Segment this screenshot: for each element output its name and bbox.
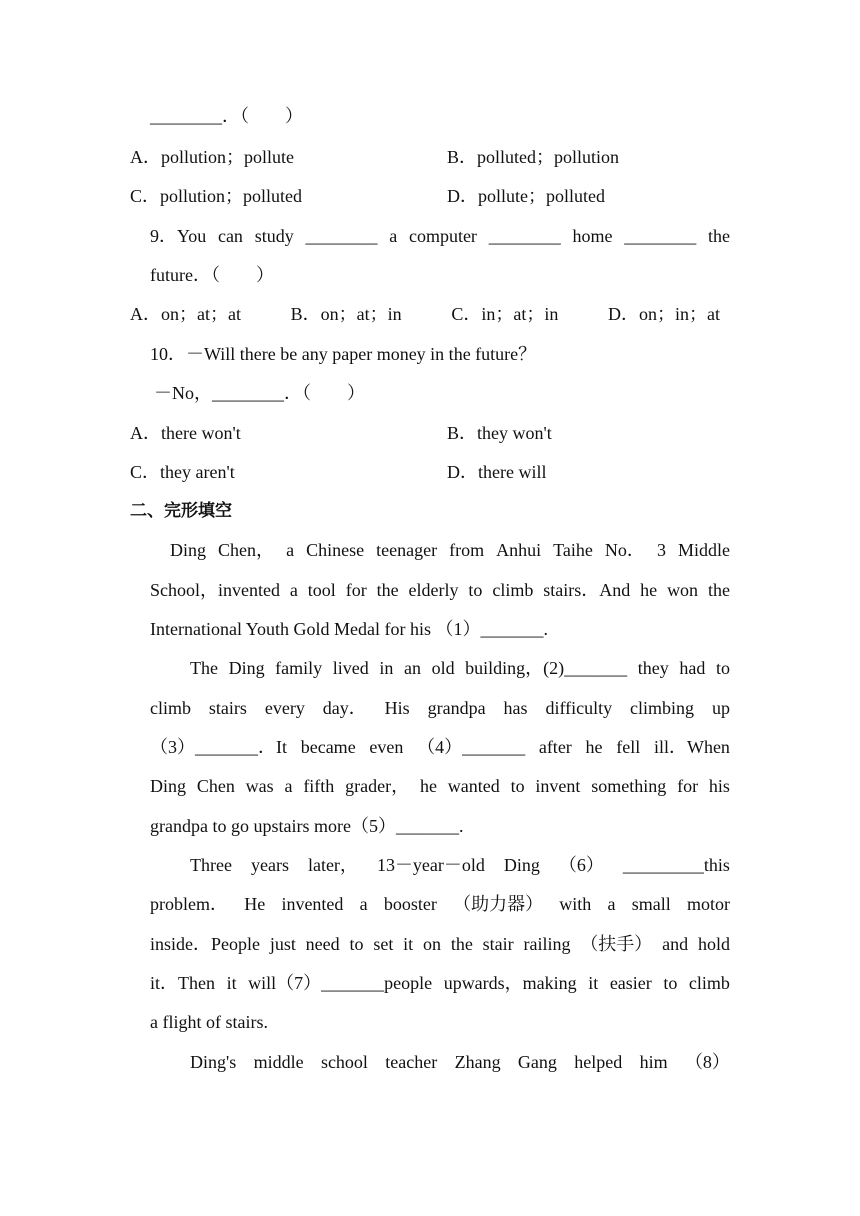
word: to — [468, 580, 483, 600]
word: the — [376, 580, 399, 600]
word: inside．People — [150, 934, 260, 954]
word: became — [300, 737, 356, 757]
q10-option-a: A．there won't — [130, 423, 241, 443]
word: he — [640, 580, 658, 600]
word: has — [503, 698, 528, 718]
word: Ding — [150, 776, 186, 796]
word: invent — [535, 776, 581, 796]
passage-p2-line2 — [150, 696, 730, 720]
word: Chen — [196, 776, 235, 796]
word: need — [305, 934, 340, 954]
word: 9．You — [150, 226, 207, 246]
word: small — [631, 894, 671, 914]
q9-option-c: C．in；at；in — [451, 304, 559, 324]
word: a — [389, 226, 398, 246]
word: booster — [383, 894, 437, 914]
word: 13－year－old — [376, 855, 485, 875]
word: tool — [307, 580, 336, 600]
word: 3 — [656, 540, 666, 560]
word: helped — [574, 1052, 623, 1072]
word: an — [403, 658, 421, 678]
word: Gang — [517, 1052, 557, 1072]
word: middle — [253, 1052, 304, 1072]
q9-option-b: B．on；at；in — [290, 304, 402, 324]
passage-p1-line1 — [170, 538, 730, 562]
passage-p3-line2 — [150, 892, 730, 916]
passage-p3-line5: a flight of stairs. — [150, 1012, 268, 1032]
word: him — [639, 1052, 668, 1072]
word: Zhang — [454, 1052, 501, 1072]
word: School，invented — [150, 580, 280, 600]
word: The — [190, 658, 218, 678]
word: he — [419, 776, 437, 796]
word: Ding's — [190, 1052, 237, 1072]
word: it — [588, 973, 599, 993]
word: a — [359, 894, 368, 914]
word: with — [559, 894, 592, 914]
word: （扶手） — [580, 934, 653, 954]
word: he — [585, 737, 603, 757]
passage-p4-line1 — [190, 1050, 730, 1074]
word: the — [707, 226, 730, 246]
word: up — [711, 698, 730, 718]
word: （6） — [558, 855, 604, 875]
word: climb — [150, 698, 191, 718]
passage-p1-line3: International Youth Gold Medal for his （1）_______. — [150, 619, 548, 639]
passage-p2-line4 — [150, 774, 730, 798]
word: climbing — [630, 698, 695, 718]
word: it．Then — [150, 973, 215, 993]
q8-option-c: C．pollution；polluted — [130, 186, 303, 206]
word: day． — [322, 698, 367, 718]
word: Ding — [228, 658, 265, 678]
q8-option-d: D．pollute；polluted — [447, 186, 605, 206]
word: it — [403, 934, 414, 954]
word: grandpa — [427, 698, 486, 718]
word: Chen， — [218, 540, 275, 560]
passage-p1-line2 — [150, 578, 730, 602]
q8-option-b: B．polluted；pollution — [447, 147, 620, 167]
word: won — [667, 580, 699, 600]
passage-p2-line5: grandpa to go upstairs more（5）_______. — [150, 816, 464, 836]
word: （助力器） — [453, 894, 544, 914]
word: old — [431, 658, 455, 678]
word: motor — [686, 894, 730, 914]
word: just — [269, 934, 296, 954]
word: in — [379, 658, 394, 678]
word: Taihe — [553, 540, 593, 560]
word: school — [320, 1052, 368, 1072]
word: to — [715, 658, 730, 678]
word: a — [607, 894, 616, 914]
word: invented — [281, 894, 344, 914]
word: they — [637, 658, 669, 678]
word: （3）_______．It — [150, 737, 287, 757]
word: Anhui — [496, 540, 542, 560]
word: easier — [609, 973, 652, 993]
q9-stem-line1 — [150, 224, 730, 248]
word: stairs — [208, 698, 247, 718]
blank: ________ — [488, 226, 561, 246]
q8-stem-tail: ________．（ ） — [150, 106, 303, 126]
word: the — [707, 580, 730, 600]
word: Ding — [503, 855, 540, 875]
passage-p3-line3 — [150, 932, 730, 956]
word: to — [510, 776, 525, 796]
word: （4）_______ — [417, 737, 526, 757]
word: every — [264, 698, 305, 718]
q9-options — [130, 302, 720, 326]
word: a — [289, 580, 298, 600]
word: even — [369, 737, 404, 757]
q10-stem-line2: －No，________．（ ） — [154, 383, 365, 403]
word: No． — [604, 540, 645, 560]
word: problem． — [150, 894, 228, 914]
q8-option-a: A．pollution；pollute — [130, 147, 294, 167]
word: difficulty — [545, 698, 613, 718]
word: hold — [697, 934, 730, 954]
word: for — [677, 776, 699, 796]
word: after — [538, 737, 572, 757]
word: home — [572, 226, 613, 246]
word: from — [449, 540, 485, 560]
q9-option-a: A．on；at；at — [130, 304, 241, 324]
word: railing — [523, 934, 571, 954]
word: was — [245, 776, 274, 796]
word: elderly — [408, 580, 459, 600]
word: his — [708, 776, 730, 796]
blank: ________ — [305, 226, 378, 246]
word: teenager — [376, 540, 438, 560]
word: it — [226, 973, 237, 993]
word: upwards，making — [443, 973, 577, 993]
q10-option-b: B．they won't — [447, 423, 552, 443]
word: climb — [688, 973, 730, 993]
word: the — [450, 934, 473, 954]
word: set — [373, 934, 394, 954]
word: to — [349, 934, 364, 954]
word: something — [591, 776, 667, 796]
word: Three — [190, 855, 232, 875]
word: Middle — [677, 540, 730, 560]
word: years — [250, 855, 289, 875]
word: Chinese — [306, 540, 365, 560]
word: fifth — [303, 776, 335, 796]
q10-option-d: D．there will — [447, 462, 547, 482]
word: Ding — [170, 540, 206, 560]
word: His — [384, 698, 410, 718]
word: lived — [332, 658, 369, 678]
word: and — [662, 934, 689, 954]
word: a — [284, 776, 293, 796]
passage-p3-line4 — [150, 971, 730, 995]
word: on — [423, 934, 441, 954]
word: stairs．And — [543, 580, 631, 600]
word: had — [679, 658, 706, 678]
q9-option-d: D．on；in；at — [608, 304, 720, 324]
word: teacher — [385, 1052, 438, 1072]
word: computer — [408, 226, 477, 246]
word: wanted — [447, 776, 500, 796]
word: （8） — [684, 1052, 730, 1072]
word: building，(2)_______ — [465, 658, 628, 678]
q10-option-c: C．they aren't — [130, 462, 235, 482]
word: He — [244, 894, 266, 914]
word: to — [663, 973, 678, 993]
word: family — [275, 658, 323, 678]
passage-p2-line1 — [190, 656, 730, 680]
word: fell — [616, 737, 641, 757]
word: ill．When — [653, 737, 730, 757]
word: for — [345, 580, 367, 600]
q9-stem-line2: future．（ ） — [150, 265, 274, 285]
word: _________this — [622, 855, 730, 875]
blank: ________ — [624, 226, 697, 246]
passage-p3-line1 — [190, 853, 730, 877]
word: stair — [482, 934, 514, 954]
word: climb — [492, 580, 534, 600]
passage-p2-line3 — [150, 735, 730, 759]
word: will（7）_______people — [248, 973, 433, 993]
word: study — [254, 226, 294, 246]
word: a — [286, 540, 295, 560]
word: grader， — [345, 776, 410, 796]
word: can — [217, 226, 243, 246]
section-heading: 二、完形填空 — [130, 501, 232, 521]
word: later， — [307, 855, 358, 875]
q10-stem-line1: 10．－Will there be any paper money in the future？ — [150, 344, 537, 364]
